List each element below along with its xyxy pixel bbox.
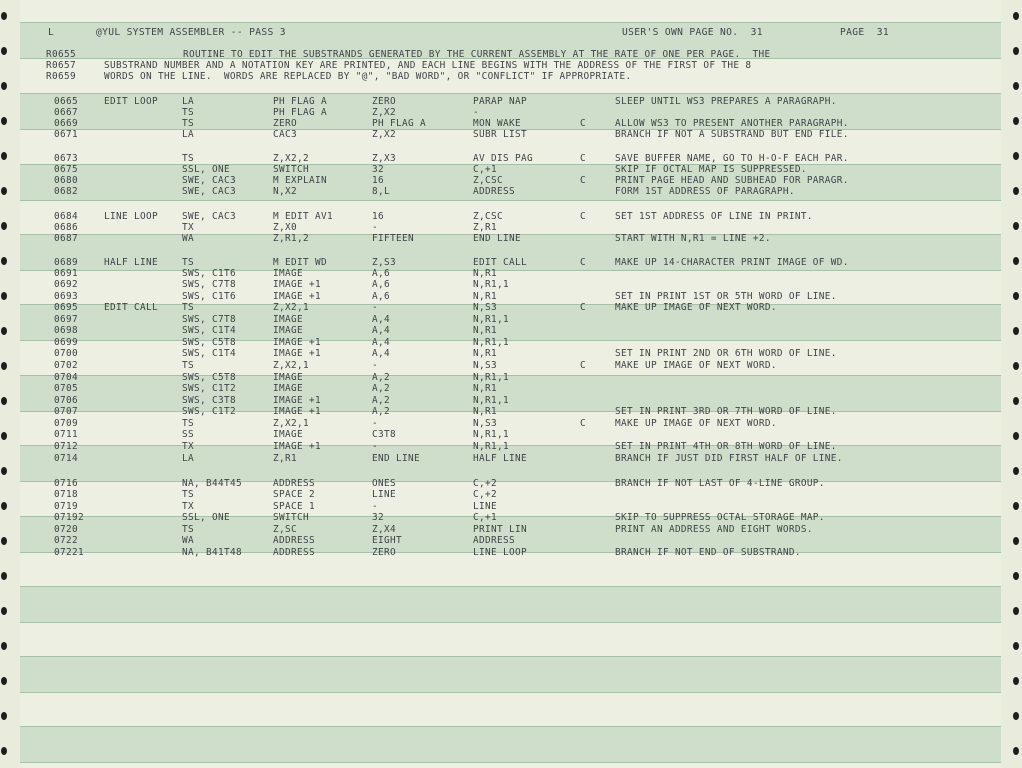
opcode: TS <box>182 418 194 429</box>
opcode: SWS, C1T2 <box>182 406 236 417</box>
line-number: 0682 <box>54 186 78 197</box>
feed-hole <box>1 327 7 335</box>
operand-3: MON WAKE <box>473 118 521 129</box>
operand-3: ADDRESS <box>473 535 515 546</box>
operand-3: Z,CSC <box>473 211 503 222</box>
comment: SKIP IF OCTAL MAP IS SUPPRESSED. <box>615 164 807 175</box>
opcode: TS <box>182 302 194 313</box>
comment: BRANCH IF NOT A SUBSTRAND BUT END FILE. <box>615 129 849 140</box>
operand-2: A,4 <box>372 314 390 325</box>
opcode: LA <box>182 453 194 464</box>
operand-1: IMAGE <box>273 429 303 440</box>
feed-hole <box>1013 82 1019 90</box>
feed-hole <box>1 537 7 545</box>
remark-id: R0657 <box>46 60 76 71</box>
operand-1: ZERO <box>273 118 297 129</box>
opcode: TX <box>182 222 194 233</box>
operand-1: IMAGE <box>273 268 303 279</box>
operand-1: Z,R1 <box>273 453 297 464</box>
operand-3: C,+1 <box>473 512 497 523</box>
opcode: WA <box>182 233 194 244</box>
line-number: 0687 <box>54 233 78 244</box>
line-number: 0700 <box>54 348 78 359</box>
feed-hole <box>1013 642 1019 650</box>
line-number: 0707 <box>54 406 78 417</box>
operand-2: A,4 <box>372 325 390 336</box>
opcode: SWS, C5T8 <box>182 337 236 348</box>
feed-hole <box>1 222 7 230</box>
opcode: SWS, C3T8 <box>182 395 236 406</box>
feed-hole <box>1 432 7 440</box>
opcode: TS <box>182 360 194 371</box>
operand-1: IMAGE <box>273 314 303 325</box>
operand-3: LINE LOOP <box>473 547 527 558</box>
card-mark: C <box>580 175 586 186</box>
feed-hole <box>1013 362 1019 370</box>
feed-hole <box>1 607 7 615</box>
comment: SKIP TO SUPPRESS OCTAL STORAGE MAP. <box>615 512 825 523</box>
operand-1: Z,SC <box>273 524 297 535</box>
card-mark: C <box>580 418 586 429</box>
remark-text: ROUTINE TO EDIT THE SUBSTRANDS GENERATED BY THE CURRENT ASSEMBLY AT THE RATE OF ONE PER PAGE. THE <box>183 49 771 60</box>
feed-hole <box>1 12 7 20</box>
operand-2: C3T8 <box>372 429 396 440</box>
comment: SET 1ST ADDRESS OF LINE IN PRINT. <box>615 211 813 222</box>
operand-3: N,S3 <box>473 418 497 429</box>
green-bar <box>20 372 1001 412</box>
feed-hole <box>1 502 7 510</box>
operand-2: ZERO <box>372 547 396 558</box>
operand-2: Z,X2 <box>372 107 396 118</box>
line-number: 0702 <box>54 360 78 371</box>
operand-3: N,R1,1 <box>473 395 509 406</box>
operand-1: IMAGE +1 <box>273 441 321 452</box>
opcode: SWS, C1T6 <box>182 291 236 302</box>
opcode: SSL, ONE <box>182 512 230 523</box>
comment: SAVE BUFFER NAME, GO TO H-O-F EACH PAR. <box>615 153 849 164</box>
operand-3: N,S3 <box>473 302 497 313</box>
operand-3: N,R1 <box>473 268 497 279</box>
feed-hole <box>1013 327 1019 335</box>
line-number: 0692 <box>54 279 78 290</box>
operand-3: N,R1,1 <box>473 441 509 452</box>
feed-hole <box>1013 432 1019 440</box>
operand-2: 32 <box>372 512 384 523</box>
operand-2: 32 <box>372 164 384 175</box>
feed-hole <box>1013 572 1019 580</box>
feed-hole <box>1013 292 1019 300</box>
operand-3: LINE <box>473 501 497 512</box>
operand-1: IMAGE <box>273 372 303 383</box>
line-number: 0712 <box>54 441 78 452</box>
feed-hole <box>1 467 7 475</box>
operand-3: N,S3 <box>473 360 497 371</box>
operand-2: - <box>372 418 378 429</box>
line-number: 0695 <box>54 302 78 313</box>
operand-2: - <box>372 222 378 233</box>
card-mark: C <box>580 257 586 268</box>
operand-3: C,+1 <box>473 164 497 175</box>
operand-3: PARAP NAP <box>473 96 527 107</box>
opcode: TS <box>182 107 194 118</box>
feed-hole <box>1013 257 1019 265</box>
comment: ALLOW WS3 TO PRESENT ANOTHER PARAGRAPH. <box>615 118 849 129</box>
line-number: 0684 <box>54 211 78 222</box>
opcode: TS <box>182 118 194 129</box>
operand-2: A,6 <box>372 291 390 302</box>
label: EDIT CALL <box>104 302 158 313</box>
operand-2: - <box>372 501 378 512</box>
operand-2: EIGHT <box>372 535 402 546</box>
feed-hole <box>1013 537 1019 545</box>
operand-1: IMAGE +1 <box>273 348 321 359</box>
remark-id: R0655 <box>46 49 76 60</box>
opcode: TX <box>182 501 194 512</box>
operand-2: 16 <box>372 175 384 186</box>
comment: START WITH N,R1 = LINE +2. <box>615 233 771 244</box>
operand-3: Z,CSC <box>473 175 503 186</box>
feed-hole <box>1 642 7 650</box>
remark-text: WORDS ON THE LINE. WORDS ARE REPLACED BY "@", "BAD WORD", OR "CONFLICT" IF APPROPRIATE. <box>104 71 632 82</box>
feed-hole <box>1 117 7 125</box>
operand-1: Z,X2,2 <box>273 153 309 164</box>
operand-1: IMAGE +1 <box>273 279 321 290</box>
operand-2: A,4 <box>372 337 390 348</box>
comment: SET IN PRINT 3RD OR 7TH WORD OF LINE. <box>615 406 837 417</box>
operand-2: FIFTEEN <box>372 233 414 244</box>
line-number: 0705 <box>54 383 78 394</box>
comment: MAKE UP IMAGE OF NEXT WORD. <box>615 302 777 313</box>
operand-3: Z,R1 <box>473 222 497 233</box>
operand-2: - <box>372 441 378 452</box>
feed-hole <box>1013 467 1019 475</box>
line-number: 07221 <box>54 547 84 558</box>
operand-1: IMAGE +1 <box>273 291 321 302</box>
line-number: 0718 <box>54 489 78 500</box>
card-mark: C <box>580 211 586 222</box>
page-code: L <box>48 27 55 38</box>
operand-3: N,R1 <box>473 325 497 336</box>
operand-3: N,R1 <box>473 291 497 302</box>
line-number: 0720 <box>54 524 78 535</box>
operand-2: Z,S3 <box>372 257 396 268</box>
operand-3: N,R1,1 <box>473 429 509 440</box>
operand-1: Z,R1,2 <box>273 233 309 244</box>
line-number: 0699 <box>54 337 78 348</box>
operand-2: - <box>372 302 378 313</box>
label: EDIT LOOP <box>104 96 158 107</box>
operand-3: N,R1 <box>473 383 497 394</box>
operand-1: IMAGE <box>273 325 303 336</box>
operand-1: ADDRESS <box>273 478 315 489</box>
feed-hole <box>1013 12 1019 20</box>
comment: MAKE UP IMAGE OF NEXT WORD. <box>615 418 777 429</box>
operand-3: C,+2 <box>473 489 497 500</box>
operand-3: SUBR LIST <box>473 129 527 140</box>
feed-hole <box>1013 747 1019 755</box>
line-number: 0704 <box>54 372 78 383</box>
operand-1: ADDRESS <box>273 547 315 558</box>
operand-2: A,2 <box>372 395 390 406</box>
feed-hole <box>1 47 7 55</box>
operand-1: CAC3 <box>273 129 297 140</box>
feed-hole <box>1013 117 1019 125</box>
operand-2: A,2 <box>372 372 390 383</box>
operand-2: LINE <box>372 489 396 500</box>
opcode: SWE, CAC3 <box>182 211 236 222</box>
comment: PRINT PAGE HEAD AND SUBHEAD FOR PARAGR. <box>615 175 849 186</box>
opcode: SWE, CAC3 <box>182 186 236 197</box>
operand-3: END LINE <box>473 233 521 244</box>
operand-1: Z,X2,1 <box>273 302 309 313</box>
operand-3: N,R1,1 <box>473 337 509 348</box>
line-number: 0673 <box>54 153 78 164</box>
opcode: TS <box>182 153 194 164</box>
line-number: 0689 <box>54 257 78 268</box>
operand-1: SPACE 2 <box>273 489 315 500</box>
operand-3: C,+2 <box>473 478 497 489</box>
line-number: 0693 <box>54 291 78 302</box>
feed-hole <box>1 82 7 90</box>
operand-2: A,6 <box>372 268 390 279</box>
opcode: NA, B41T48 <box>182 547 242 558</box>
feed-hole <box>1013 502 1019 510</box>
line-number: 0691 <box>54 268 78 279</box>
opcode: TX <box>182 441 194 452</box>
operand-2: END LINE <box>372 453 420 464</box>
operand-2: A,2 <box>372 406 390 417</box>
comment: BRANCH IF NOT END OF SUBSTRAND. <box>615 547 801 558</box>
line-number: 0716 <box>54 478 78 489</box>
opcode: SWS, C5T8 <box>182 372 236 383</box>
comment: MAKE UP IMAGE OF NEXT WORD. <box>615 360 777 371</box>
operand-1: PH FLAG A <box>273 107 327 118</box>
operand-1: PH FLAG A <box>273 96 327 107</box>
comment: SET IN PRINT 4TH OR 8TH WORD OF LINE. <box>615 441 837 452</box>
opcode: SSL, ONE <box>182 164 230 175</box>
operand-3: - <box>473 107 479 118</box>
operand-1: Z,X2,1 <box>273 418 309 429</box>
feed-hole <box>1013 607 1019 615</box>
remark-id: R0659 <box>46 71 76 82</box>
operand-2: PH FLAG A <box>372 118 426 129</box>
operand-1: SPACE 1 <box>273 501 315 512</box>
card-mark: C <box>580 360 586 371</box>
opcode: TS <box>182 524 194 535</box>
line-number: 0671 <box>54 129 78 140</box>
operand-3: ADDRESS <box>473 186 515 197</box>
feed-hole <box>1 712 7 720</box>
operand-3: PRINT LIN <box>473 524 527 535</box>
feed-hole <box>1 572 7 580</box>
operand-2: A,2 <box>372 383 390 394</box>
line-number: 0675 <box>54 164 78 175</box>
line-number: 0698 <box>54 325 78 336</box>
operand-2: Z,X4 <box>372 524 396 535</box>
feed-hole <box>1 257 7 265</box>
comment: FORM 1ST ADDRESS OF PARAGRAPH. <box>615 186 795 197</box>
operand-2: Z,X3 <box>372 153 396 164</box>
opcode: SS <box>182 429 194 440</box>
feed-hole <box>1 292 7 300</box>
operand-2: ZERO <box>372 96 396 107</box>
feed-hole <box>1013 187 1019 195</box>
line-number: 0680 <box>54 175 78 186</box>
operand-2: Z,X2 <box>372 129 396 140</box>
operand-2: ONES <box>372 478 396 489</box>
operand-3: AV DIS PAG <box>473 153 533 164</box>
feed-hole <box>1013 222 1019 230</box>
opcode: TS <box>182 489 194 500</box>
line-number: 0697 <box>54 314 78 325</box>
comment: BRANCH IF NOT LAST OF 4-LINE GROUP. <box>615 478 825 489</box>
operand-3: N,R1 <box>473 348 497 359</box>
opcode: TS <box>182 257 194 268</box>
listing-paper <box>20 0 1001 768</box>
operand-1: Z,X2,1 <box>273 360 309 371</box>
opcode: SWE, CAC3 <box>182 175 236 186</box>
operand-1: SWITCH <box>273 164 309 175</box>
operand-2: - <box>372 360 378 371</box>
opcode: SWS, C1T6 <box>182 268 236 279</box>
operand-1: SWITCH <box>273 512 309 523</box>
opcode: SWS, C1T2 <box>182 383 236 394</box>
page-number: PAGE 31 <box>840 27 890 38</box>
feed-hole <box>1 397 7 405</box>
line-number: 0706 <box>54 395 78 406</box>
line-number: 0722 <box>54 535 78 546</box>
opcode: SWS, C1T4 <box>182 348 236 359</box>
opcode: WA <box>182 535 194 546</box>
operand-1: M EDIT WD <box>273 257 327 268</box>
comment: BRANCH IF JUST DID FIRST HALF OF LINE. <box>615 453 843 464</box>
line-number: 07192 <box>54 512 84 523</box>
line-number: 0711 <box>54 429 78 440</box>
opcode: LA <box>182 129 194 140</box>
green-bar <box>20 726 1001 763</box>
line-number: 0667 <box>54 107 78 118</box>
operand-1: IMAGE +1 <box>273 406 321 417</box>
comment: SET IN PRINT 1ST OR 5TH WORD OF LINE. <box>615 291 837 302</box>
line-number: 0709 <box>54 418 78 429</box>
green-bar <box>20 586 1001 623</box>
operand-1: ADDRESS <box>273 535 315 546</box>
comment: SLEEP UNTIL WS3 PREPARES A PARAGRAPH. <box>615 96 837 107</box>
operand-2: 8,L <box>372 186 390 197</box>
feed-hole <box>1013 47 1019 55</box>
page-title: @YUL SYSTEM ASSEMBLER -- PASS 3 <box>96 27 286 38</box>
line-number: 0686 <box>54 222 78 233</box>
label: LINE LOOP <box>104 211 158 222</box>
card-mark: C <box>580 118 586 129</box>
operand-3: N,R1 <box>473 406 497 417</box>
feed-hole <box>1013 677 1019 685</box>
comment: PRINT AN ADDRESS AND EIGHT WORDS. <box>615 524 813 535</box>
green-bar <box>20 656 1001 693</box>
green-bar <box>20 304 1001 341</box>
operand-1: M EDIT AV1 <box>273 211 333 222</box>
tractor-feed-holes-left <box>0 0 14 768</box>
comment: MAKE UP 14-CHARACTER PRINT IMAGE OF WD. <box>615 257 849 268</box>
feed-hole <box>1 677 7 685</box>
operand-1: Z,X0 <box>273 222 297 233</box>
line-number: 0714 <box>54 453 78 464</box>
opcode: SWS, C7T8 <box>182 279 236 290</box>
card-mark: C <box>580 153 586 164</box>
line-number: 0669 <box>54 118 78 129</box>
operand-1: N,X2 <box>273 186 297 197</box>
feed-hole <box>1 362 7 370</box>
feed-hole <box>1 187 7 195</box>
opcode: NA, B44T45 <box>182 478 242 489</box>
operand-1: IMAGE <box>273 383 303 394</box>
opcode: LA <box>182 96 194 107</box>
feed-hole <box>1013 712 1019 720</box>
operand-1: IMAGE +1 <box>273 395 321 406</box>
users-own-page: USER'S OWN PAGE NO. 31 <box>622 27 763 38</box>
operand-3: HALF LINE <box>473 453 527 464</box>
tractor-feed-holes-right <box>1008 0 1022 768</box>
operand-1: M EXPLAIN <box>273 175 327 186</box>
operand-3: N,R1,1 <box>473 372 509 383</box>
line-number: 0719 <box>54 501 78 512</box>
label: HALF LINE <box>104 257 158 268</box>
operand-3: N,R1,1 <box>473 279 509 290</box>
feed-hole <box>1013 397 1019 405</box>
opcode: SWS, C7T8 <box>182 314 236 325</box>
opcode: SWS, C1T4 <box>182 325 236 336</box>
feed-hole <box>1013 152 1019 160</box>
operand-1: IMAGE +1 <box>273 337 321 348</box>
operand-2: A,4 <box>372 348 390 359</box>
feed-hole <box>1 152 7 160</box>
line-number: 0665 <box>54 96 78 107</box>
operand-3: N,R1,1 <box>473 314 509 325</box>
card-mark: C <box>580 302 586 313</box>
operand-3: EDIT CALL <box>473 257 527 268</box>
operand-2: A,6 <box>372 279 390 290</box>
operand-2: 16 <box>372 211 384 222</box>
comment: SET IN PRINT 2ND OR 6TH WORD OF LINE. <box>615 348 837 359</box>
feed-hole <box>1 747 7 755</box>
remark-text: SUBSTRAND NUMBER AND A NOTATION KEY ARE PRINTED, AND EACH LINE BEGINS WITH THE ADDRESS OF THE FIRST OF THE 8 <box>104 60 752 71</box>
